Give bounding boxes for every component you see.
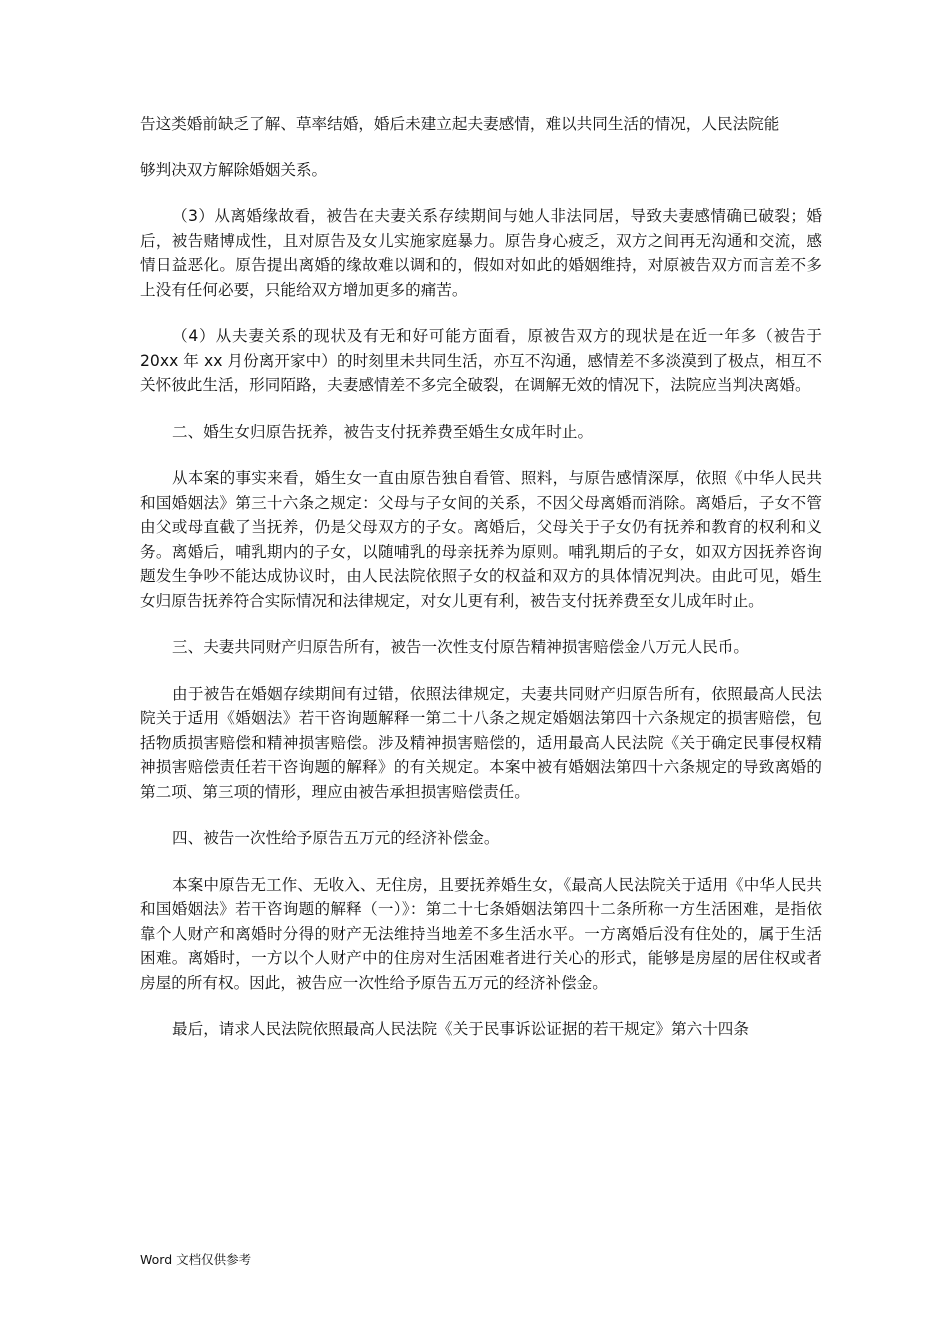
paragraph-property: 由于被告在婚姻存续期间有过错，依照法律规定，夫妻共同财产归原告所有，依照最高人民法院关于适用《婚姻法》若干咨询题解释一第二十八条之规定婚姻法第四十六条规定的损害赔偿，包括物质损害赔偿和精神损害赔偿。涉及精神损害赔偿的，适用最高人民法院《关于确定民事侵权精神损害赔偿责任若干咨询题的解释》的有关规定。本案中被有婚姻法第四十六条规定的导致离婚的第二项、第三项的情形，理应由被告承担损害赔偿责任。 — [140, 684, 822, 801]
section-heading-2: 二、婚生女归原告抚养，被告支付抚养费至婚生女成年时止。 — [172, 422, 594, 441]
paragraph-point-4: （4）从夫妻关系的现状及有无和好可能方面看，原被告双方的现状是在近一年多（被告于 20xx 年 xx 月份离开家中）的时刻里未共同生活，亦互不沟通，感情差不多淡漠到了极点，相互不关怀彼此生活，形同陌路，夫妻感情差不多完全破裂，在调解无效的情况下，法院应当判决离婚。 — [140, 327, 822, 394]
section-heading-4: 四、被告一次性给予原告五万元的经济补偿金。 — [172, 829, 500, 847]
paragraph-point-3: （3）从离婚缘故看，被告在夫妻关系存续期间与她人非法同居，导致夫妻感情确已破裂；婚后，被告赌博成性，且对原告及女儿实施家庭暴力。原告身心疲乏，双方之间再无沟通和交流，感情日益恶化。原告提出离婚的缘故难以调和的，假如对如此的婚姻维持，对原被告双方而言差不多上没有任何必要，只能给双方增加更多的痛苦。 — [140, 207, 822, 299]
section-heading-3: 三、夫妻共同财产归原告所有，被告一次性支付原告精神损害赔偿金八万元人民币。 — [172, 638, 749, 656]
paragraph-continuation: 告这类婚前缺乏了解、草率结婚，婚后未建立起夫妻感情，难以共同生活的情况，人民法院能 — [140, 115, 780, 133]
paragraph-custody: 从本案的事实来看，婚生女一直由原告独自看管、照料，与原告感情深厚，依照《中华人民共和国婚姻法》第三十六条之规定：父母与子女间的关系，不因父母离婚而消除。离婚后，子女不管由父或母直截了当抚养，仍是父母双方的子女。离婚后，父母关于子女仍有抚养和教育的权利和义务。离婚后，哺乳期内的子女，以随哺乳的母亲抚养为原则。哺乳期后的子女，如双方因抚养咨询题发生争吵不能达成协议时，由人民法院依照子女的权益和双方的具体情况判决。由此可见，婚生女归原告抚养符合实际情况和法律规定，对女儿更有利，被告支付抚养费至女儿成年时止。 — [140, 469, 822, 610]
paragraph-final: 最后，请求人民法院依照最高人民法院《关于民事诉讼证据的若干规定》第六十四条 — [172, 1020, 749, 1038]
paragraph-continuation-end: 够判决双方解除婚姻关系。 — [140, 160, 328, 179]
paragraph-compensation: 本案中原告无工作、无收入、无住房，且要抚养婚生女，《最高人民法院关于适用《中华人民共和国婚姻法》若干咨询题的解释（一）》：第二十七条婚姻法第四十二条所称一方生活困难，是指依靠个人财产和离婚时分得的财产无法维持当地差不多生活水平。一方离婚后没有住处的，属于生活困难。离婚时，一方以个人财产中的住房对生活困难者进行关心的形式，能够是房屋的居住权或者房屋的所有权。因此，被告应一次性给予原告五万元的经济补偿金。 — [140, 875, 822, 992]
document-body — [140, 112, 822, 1042]
page-footer: Word 文档仅供参考 — [140, 1252, 252, 1267]
